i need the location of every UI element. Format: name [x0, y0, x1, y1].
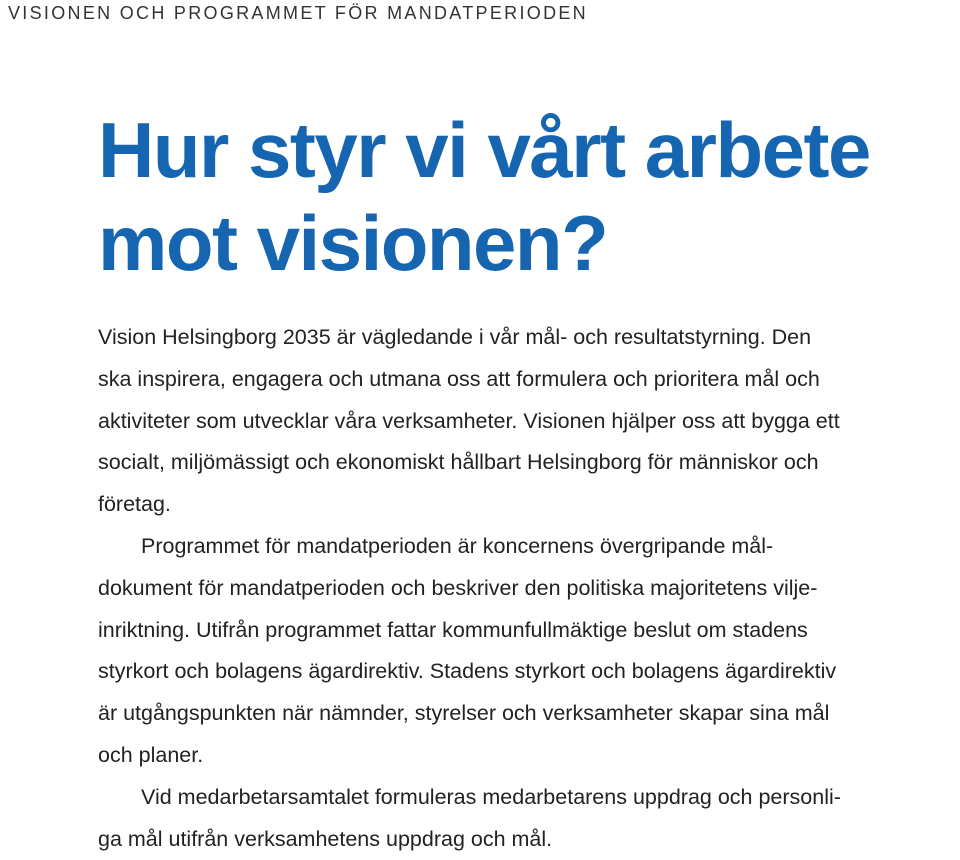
paragraph-2-line: är utgångspunkten när nämnder, styrelser och verksamheter skapar sina mål [98, 701, 830, 726]
paragraph-1-line: Vision Helsingborg 2035 är vägledande i vår mål- och resultatstyrning. Den [98, 325, 812, 349]
paragraph-2-line: dokument för mandatperioden och beskriver den politiska majoritetens vilje- [98, 575, 818, 600]
paragraph-2-line: Programmet för mandatperioden är koncernens övergripande mål- [141, 533, 774, 558]
paragraph-1-line: aktiviteter som utvecklar våra verksamheter. Visionen hjälper oss att bygga ett [98, 408, 840, 433]
body-text [98, 317, 958, 860]
paragraph-1 [98, 317, 958, 526]
paragraph-3-line: ga mål utifrån verksamhetens uppdrag och mål. [98, 826, 553, 851]
title-line-2: mot visionen? [98, 199, 608, 287]
title-line-1: Hur styr vi vårt arbete [98, 106, 870, 194]
page-title [98, 104, 870, 290]
paragraph-2-line: styrkort och bolagens ägardirektiv. Stadens styrkort och bolagens ägardirektiv [98, 659, 837, 684]
paragraph-3-line: Vid medarbetarsamtalet formuleras medarbetarens uppdrag och personli- [141, 784, 841, 809]
section-header: VISIONEN OCH PROGRAMMET FÖR MANDATPERIODEN [8, 3, 588, 23]
paragraph-2-line: och planer. [98, 742, 204, 767]
paragraph-2-line: inriktning. Utifrån programmet fattar kommunfullmäktige beslut om stadens [98, 617, 808, 642]
paragraph-1-line: ska inspirera, engagera och utmana oss att formulera och prioritera mål och [98, 366, 820, 391]
paragraph-1-line: företag. [98, 492, 171, 517]
paragraph-3 [98, 777, 958, 860]
paragraph-1-line: socialt, miljömässigt och ekonomiskt hållbart Helsingborg för människor och [98, 450, 819, 475]
paragraph-2 [98, 526, 958, 777]
